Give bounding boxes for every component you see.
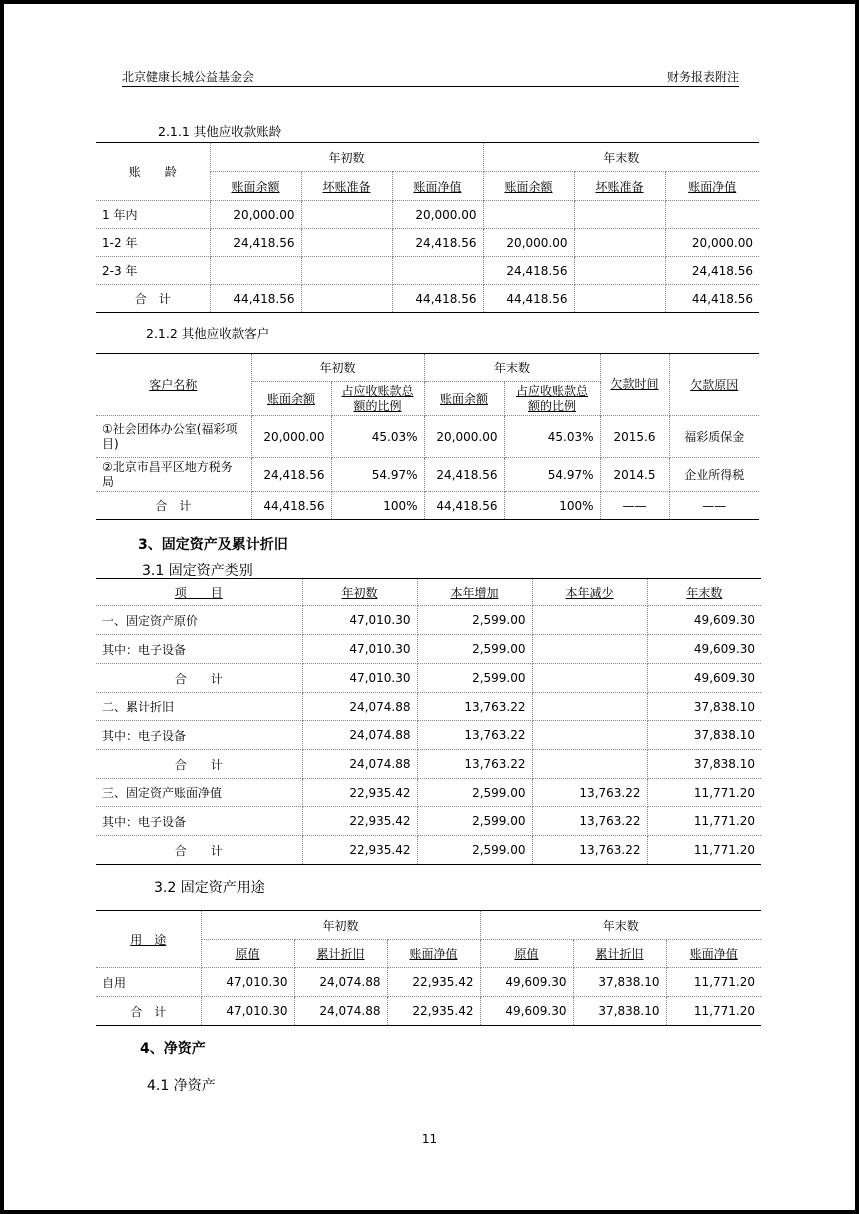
table-row: 一、固定资产原价 47,010.30 2,599.00 49,609.30 <box>96 606 761 635</box>
table-row: 三、固定资产账面净值 22,935.42 2,599.00 13,763.22 11,771.20 <box>96 779 761 807</box>
header-age: 账 龄 <box>96 143 210 201</box>
total-row: 合 计 24,074.88 13,763.22 37,838.10 <box>96 750 761 779</box>
total-row: 合 计 44,418.56 44,418.56 44,418.56 44,418.56 <box>96 285 759 313</box>
section-2-1-2-title: 2.1.2 其他应收款客户 <box>146 326 270 341</box>
header-end: 年末数 <box>424 354 600 382</box>
table-row: 二、累计折旧 24,074.88 13,763.22 37,838.10 <box>96 693 761 721</box>
table-row: 其中：电子设备 22,935.42 2,599.00 13,763.22 11,771.20 <box>96 807 761 836</box>
section-3-1-title: 3.1 固定资产类别 <box>142 563 253 579</box>
header-use: 用 途 <box>96 911 201 968</box>
header-begin: 年初数 <box>251 354 424 382</box>
table-row: 其中：电子设备 24,074.88 13,763.22 37,838.10 <box>96 721 761 750</box>
total-row: 合 计 47,010.30 24,074.88 22,935.42 49,609.30 37,838.10 11,771.20 <box>96 997 761 1026</box>
subheader: 账面净值 <box>392 172 483 201</box>
section-3-title: 3、固定资产及累计折旧 <box>138 537 288 553</box>
section-2-1-1-title: 2.1.1 其他应收款账龄 <box>158 124 282 139</box>
total-row: 合 计 47,010.30 2,599.00 49,609.30 <box>96 664 761 693</box>
table-row: 1 年内 20,000.00 20,000.00 <box>96 201 759 229</box>
header-begin: 年初数 <box>210 143 483 172</box>
page-header <box>122 68 739 87</box>
customer-table: 客户名称 年初数 年末数 欠款时间 欠款原因 账面余额 占应收账款总额的比例 账面余额 占应收账款总额的比例 ①社会团体办公室(福彩项目) 20,000.00 45.03% 20,000.00 45.03% 2015.6 福彩质保金 ②北京市昌平区地方税务局 24,418.56 54.97% 24,418.56 54.97% 2014.5 企业所得税 合 计 44,418.56 100% 44,418.56 100% —— —— <box>96 353 759 520</box>
table-row: 其中：电子设备 47,010.30 2,599.00 49,609.30 <box>96 635 761 664</box>
table-row: ①社会团体办公室(福彩项目) 20,000.00 45.03% 20,000.00 45.03% 2015.6 福彩质保金 <box>96 416 759 458</box>
subheader: 账面净值 <box>665 172 759 201</box>
document-page <box>4 4 855 1210</box>
aging-table <box>96 142 759 313</box>
table-row: 自用 47,010.30 24,074.88 22,935.42 49,609.30 37,838.10 11,771.20 <box>96 968 761 997</box>
header-end: 年末数 <box>483 143 759 172</box>
header-reason: 欠款原因 <box>669 354 759 416</box>
doc-title: 财务报表附注 <box>666 70 739 84</box>
fixed-asset-category-table: 项 目 年初数 本年增加 本年减少 年末数 一、固定资产原价 47,010.30 2,599.00 49,609.30 其中：电子设备 47,010.30 2,599.00 49,609.30 合 计 47,010.30 2,599.00 49,609.30 二、累计折旧 24,074.88 13,763.22 37,838.10 其中：电子设备 24,074.88 13,763.22 37,838.10 合 计 24,074.88 13,763.22 37,838.10 三、固定资产账面净值 22,935.42 2,599.00 13,763.22 11,771.20 其中：电子设备 22,935.42 2,599.00 13,763.22 11,771.20 合 计 22,935.42 2,599.00 13,763.22 11,771.20 <box>96 578 761 865</box>
subheader: 账面余额 <box>483 172 574 201</box>
total-row: 合 计 22,935.42 2,599.00 13,763.22 11,771.20 <box>96 836 761 865</box>
subheader: 坏账准备 <box>574 172 665 201</box>
section-3-2-title: 3.2 固定资产用途 <box>154 880 265 896</box>
subheader: 账面余额 <box>210 172 301 201</box>
page-number: 11 <box>421 1132 438 1146</box>
header-customer: 客户名称 <box>96 354 251 416</box>
header-time: 欠款时间 <box>600 354 669 416</box>
table-row: ②北京市昌平区地方税务局 24,418.56 54.97% 24,418.56 54.97% 2014.5 企业所得税 <box>96 458 759 492</box>
table-row: 2-3 年 24,418.56 24,418.56 <box>96 257 759 285</box>
fixed-asset-use-table: 用 途 年初数 年末数 原值 累计折旧 账面净值 原值 累计折旧 账面净值 自用 47,010.30 24,074.88 22,935.42 49,609.30 37,838.10 11,771.20 合 计 47,010.30 24,074.88 22,935.42 49,609.30 37,838.10 11,771.20 <box>96 910 761 1026</box>
section-4-title: 4、净资产 <box>140 1041 206 1057</box>
org-name: 北京健康长城公益基金会 <box>122 70 255 84</box>
section-4-1-title: 4.1 净资产 <box>147 1078 216 1094</box>
total-row: 合 计 44,418.56 100% 44,418.56 100% —— —— <box>96 492 759 520</box>
subheader: 坏账准备 <box>301 172 392 201</box>
table-row: 1-2 年 24,418.56 24,418.56 20,000.00 20,000.00 <box>96 229 759 257</box>
